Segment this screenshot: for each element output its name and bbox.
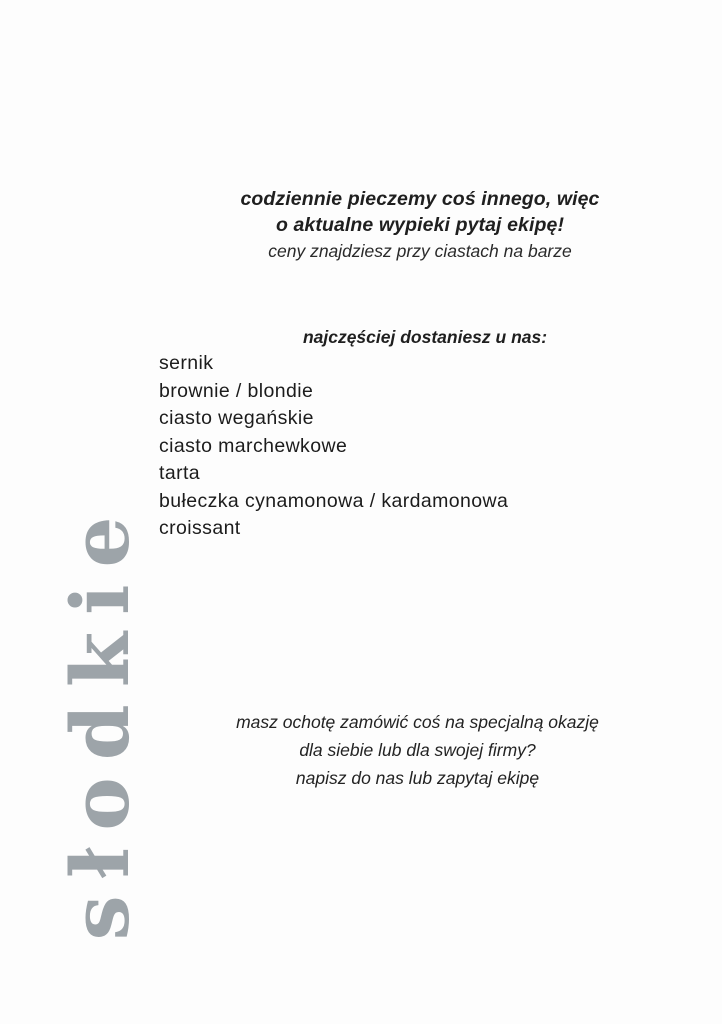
price-note: ceny znajdziesz przy ciastach na barze [268, 241, 572, 261]
list-item: croissant [159, 517, 241, 539]
list-item: sernik [159, 352, 214, 374]
list-item: ciasto marchewkowe [159, 434, 348, 457]
list-item: ciasto wegańskie [159, 407, 314, 429]
list-item: bułeczka cynamonowa / kardamonowa [159, 489, 509, 512]
order-line-3: napisz do nas lub zapytaj ekipę [295, 768, 540, 788]
intro-line-2: o aktualne wypieki pytaj ekipę! [275, 214, 565, 236]
list-heading: najczęściej dostaniesz u nas: [302, 327, 548, 347]
section-title: słodkie [53, 499, 147, 941]
list-item: brownie / blondie [159, 379, 314, 402]
order-line-1: masz ochotę zamówić coś na specjalną okazję [236, 712, 599, 732]
order-line-2: dla siebie lub dla swojej firmy? [299, 740, 536, 760]
intro-line-1: codziennie pieczemy coś innego, więc [240, 188, 600, 210]
intro-block [150, 186, 690, 263]
list-item: tarta [159, 462, 201, 484]
order-info [150, 708, 685, 792]
pastry-list [159, 350, 508, 543]
